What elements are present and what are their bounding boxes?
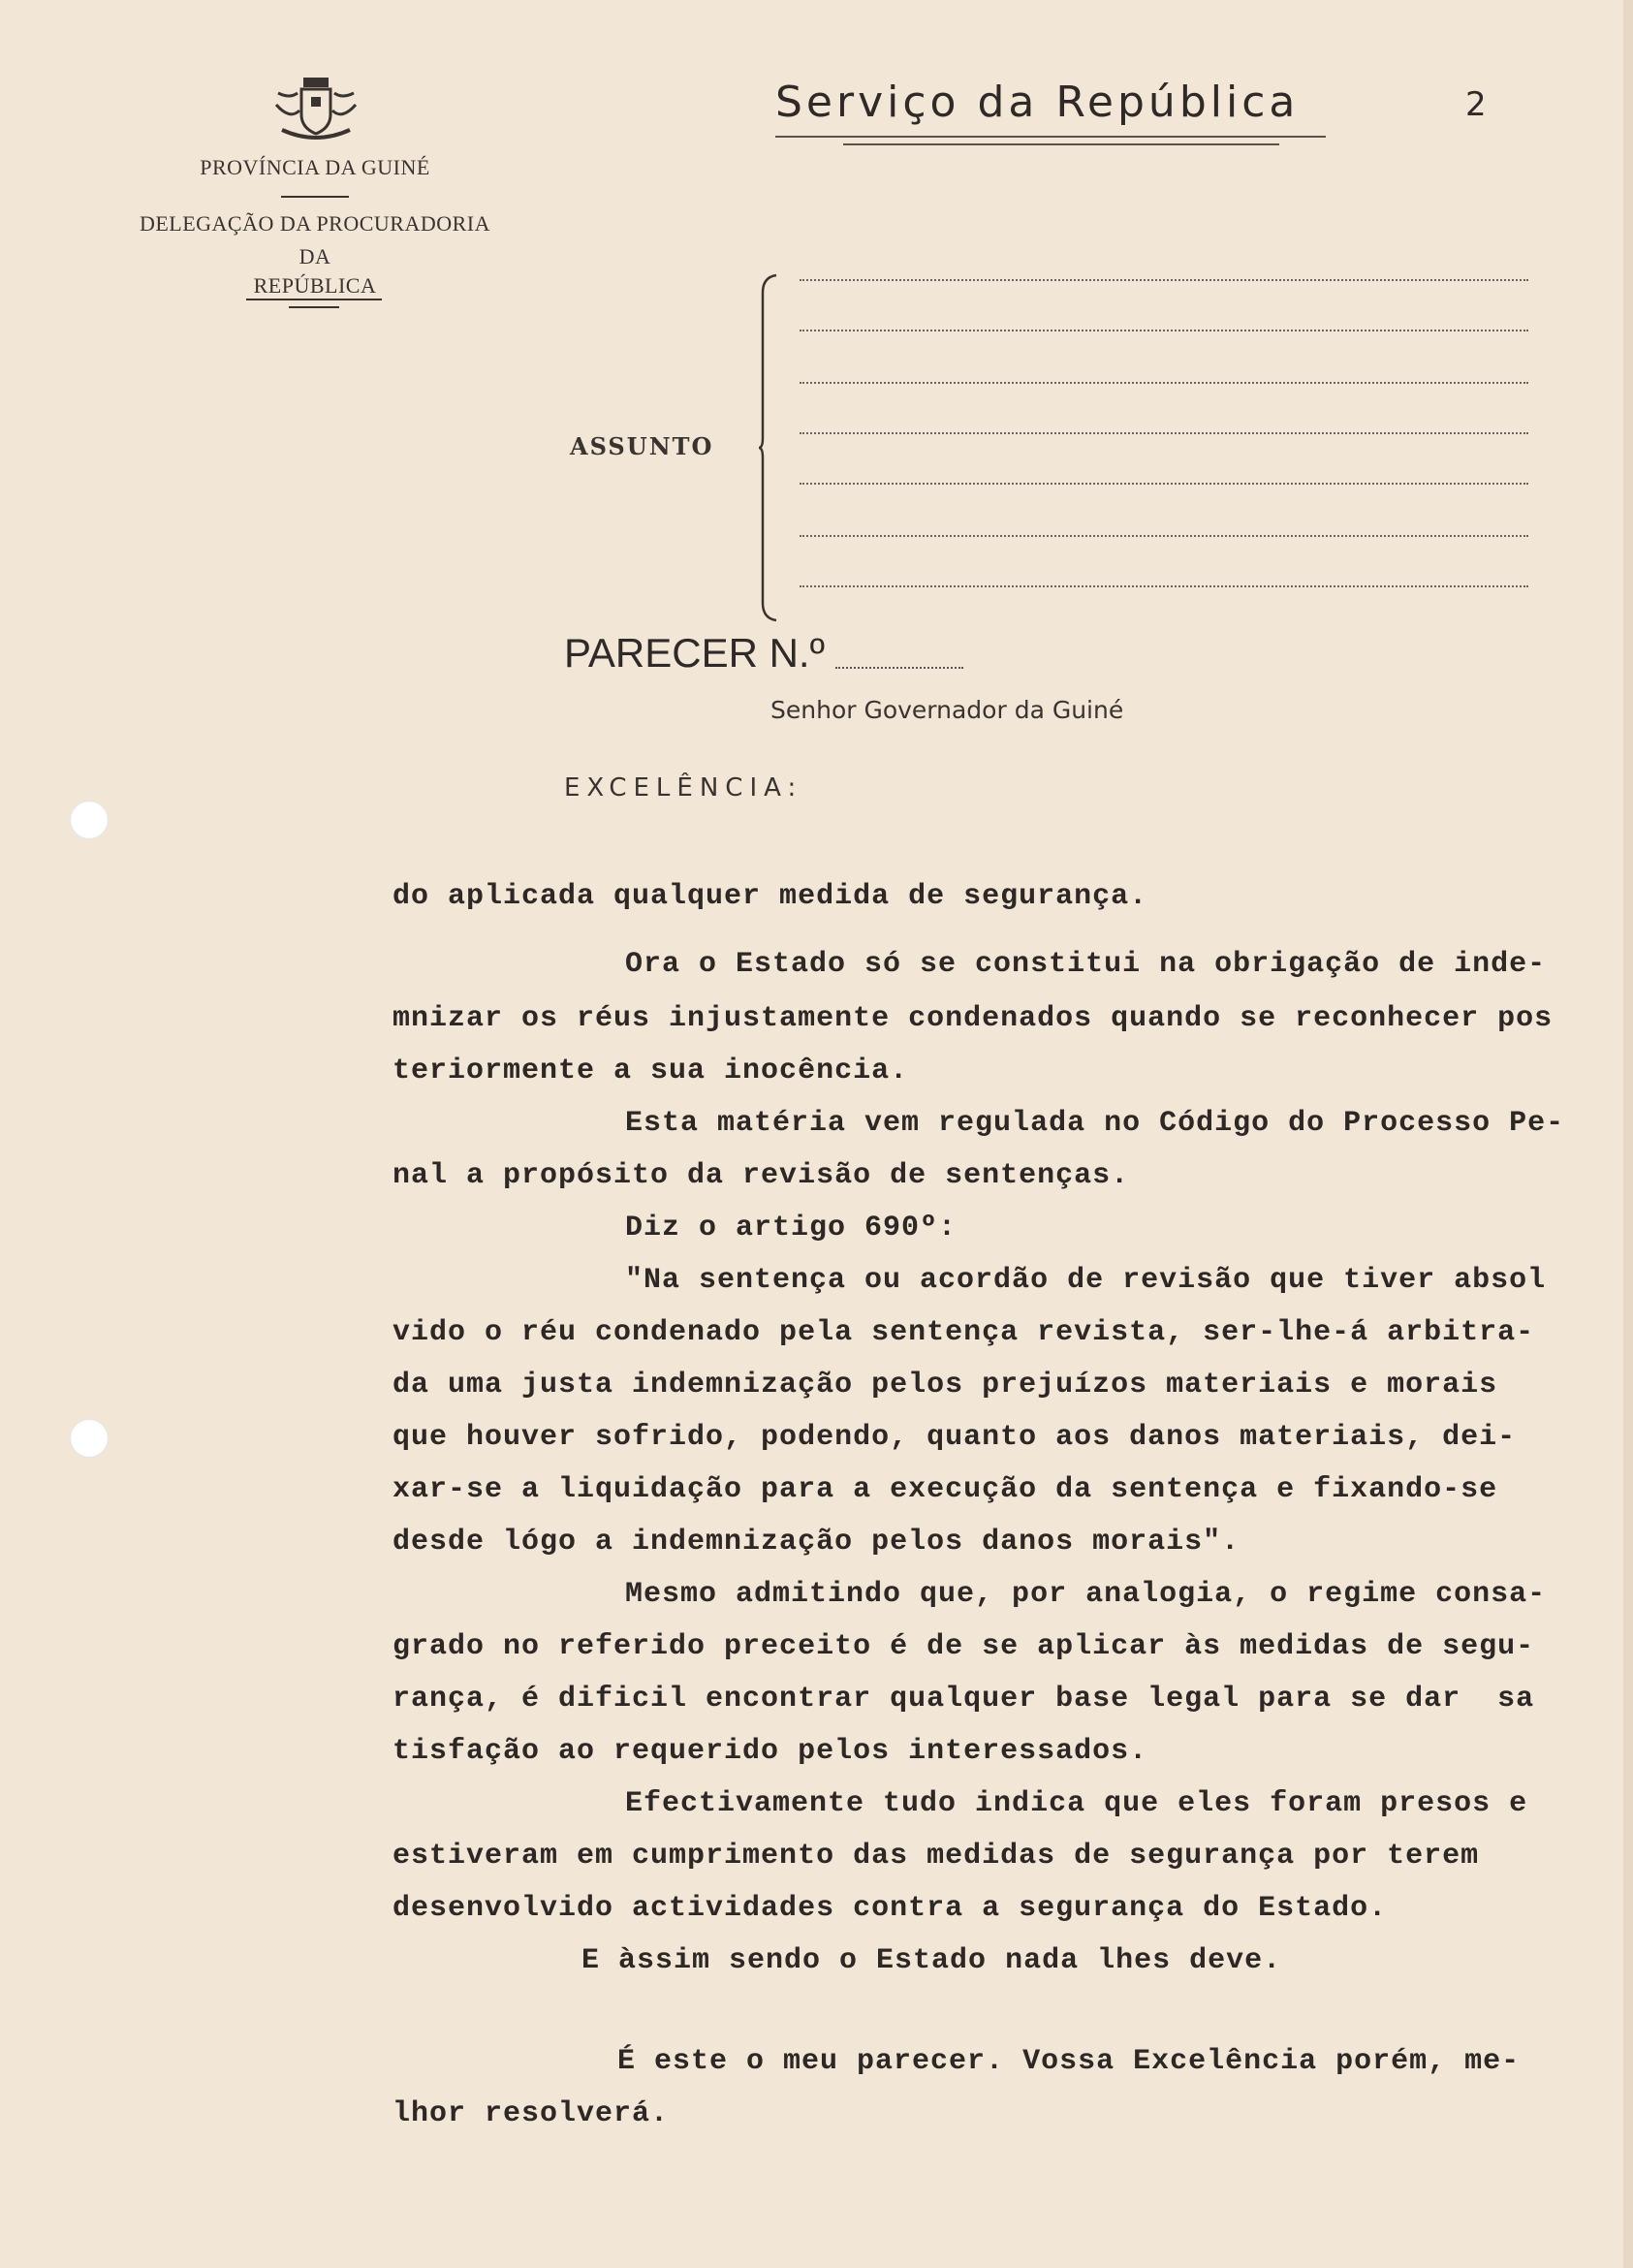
body-line: É este o meu parecer. Vossa Excelência porém, me- bbox=[617, 2045, 1521, 2078]
subject-line bbox=[800, 585, 1528, 587]
subject-label: ASSUNTO bbox=[570, 432, 714, 460]
opinion-number-line bbox=[835, 667, 963, 669]
subject-line bbox=[800, 483, 1528, 485]
subject-line bbox=[800, 432, 1528, 434]
body-line: rança, é dificil encontrar qualquer base legal para se dar sa bbox=[393, 1683, 1535, 1716]
body-line: da uma justa indemnização pelos prejuízos materiais e morais bbox=[393, 1369, 1498, 1402]
body-line: E àssim sendo o Estado nada lhes deve. bbox=[581, 1944, 1282, 1977]
body-line: desenvolvido actividades contra a segurança do Estado. bbox=[393, 1892, 1388, 1925]
subject-line bbox=[800, 535, 1528, 537]
divider bbox=[281, 196, 349, 198]
body-line: Efectivamente tudo indica que eles foram presos e bbox=[625, 1787, 1528, 1820]
page-edge bbox=[1623, 0, 1633, 2268]
body-line: "Na sentença ou acordão de revisão que tiver absol bbox=[625, 1264, 1547, 1297]
subject-line bbox=[800, 279, 1528, 281]
opinion-number-label: PARECER N.º bbox=[564, 630, 825, 676]
body-line: teriormente a sua inocência. bbox=[393, 1055, 909, 1087]
header-rule bbox=[775, 136, 1326, 138]
body-line: nal a propósito da revisão de sentenças. bbox=[393, 1159, 1130, 1192]
body-line: Esta matéria vem regulada no Código do Processo Pe- bbox=[625, 1107, 1565, 1140]
punch-hole-top bbox=[70, 801, 109, 839]
divider bbox=[246, 299, 382, 300]
body-line: grado no referido preceito é de se aplicar às medidas de segu- bbox=[393, 1630, 1535, 1663]
subject-line bbox=[800, 330, 1528, 331]
brace-icon bbox=[759, 273, 782, 622]
body-line: desde lógo a indemnização pelos danos morais". bbox=[393, 1526, 1240, 1559]
body-line: vido o réu condenado pela sentença revista, ser-lhe-á arbitra- bbox=[393, 1316, 1535, 1349]
punch-hole-bottom bbox=[70, 1419, 109, 1458]
page-number: 2 bbox=[1465, 85, 1487, 124]
body-line: Ora o Estado só se constitui na obrigação de inde- bbox=[625, 948, 1547, 981]
delegation-line-3: REPÚBLICA bbox=[253, 273, 377, 298]
delegation-line-1: DELEGAÇÃO DA PROCURADORIA bbox=[139, 211, 491, 236]
subject-line bbox=[800, 382, 1528, 384]
body-line: lhor resolverá. bbox=[393, 2097, 670, 2130]
body-line: que houver sofrido, podendo, quanto aos danos materiais, dei- bbox=[393, 1421, 1517, 1454]
body-line: Diz o artigo 690º: bbox=[625, 1212, 958, 1244]
body-line: Mesmo admitindo que, por analogia, o regime consa- bbox=[625, 1578, 1547, 1611]
delegation-line-2: DA bbox=[298, 244, 331, 268]
body-line: mnizar os réus injustamente condenados quando se reconhecer pos bbox=[393, 1002, 1554, 1035]
header-title: Serviço da República bbox=[775, 78, 1300, 127]
divider bbox=[289, 306, 339, 308]
salutation: EXCELÊNCIA: bbox=[564, 773, 803, 803]
body-line: xar-se a liquidação para a execução da sentença e fixando-se bbox=[393, 1473, 1498, 1506]
body-line: estiveram em cumprimento das medidas de segurança por terem bbox=[393, 1840, 1480, 1873]
addressee: Senhor Governador da Guiné bbox=[770, 696, 1124, 724]
header-rule bbox=[843, 143, 1279, 145]
coat-of-arms-icon bbox=[272, 76, 360, 142]
province-label: PROVÍNCIA DA GUINÉ bbox=[200, 155, 430, 179]
body-line: tisfação ao requerido pelos interessados. bbox=[393, 1735, 1148, 1768]
body-line: do aplicada qualquer medida de segurança. bbox=[393, 880, 1148, 913]
